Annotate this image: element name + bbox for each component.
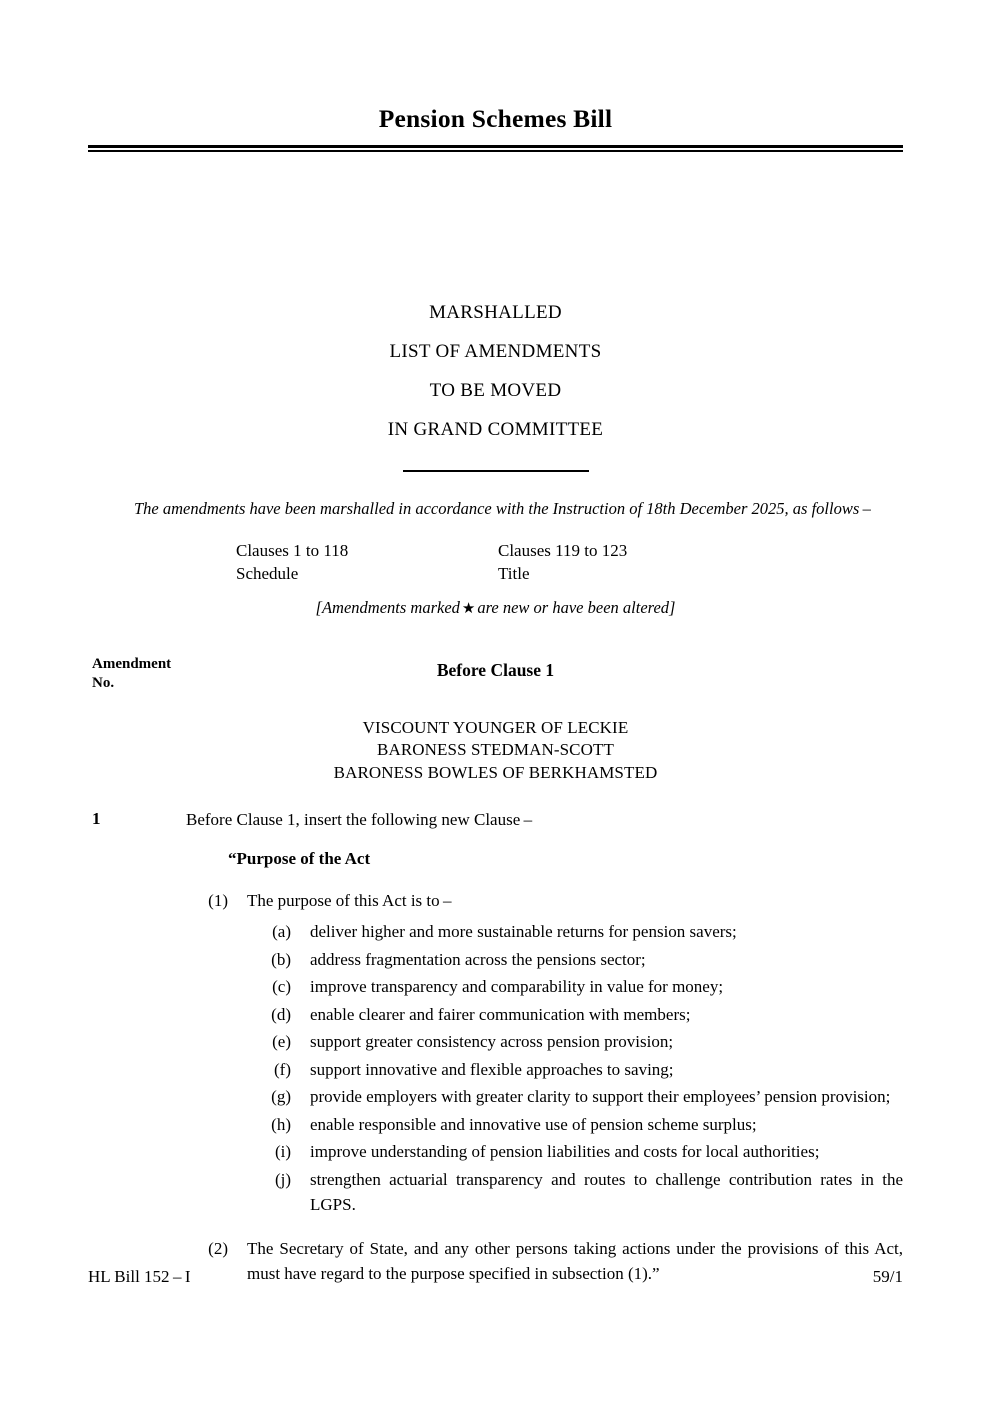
clause-listing-row [236, 563, 796, 586]
clause-listing-right-2: Title [498, 563, 530, 583]
clause-listing [236, 540, 796, 585]
list-item [88, 1002, 903, 1028]
list-item [88, 1029, 903, 1055]
amendment-no-label-line1: Amendment [92, 656, 172, 672]
amendment-no-label-line2: No. [92, 674, 115, 691]
list-item [88, 1139, 903, 1165]
list-item-text: improve understanding of pension liabilities and costs for local authorities; [310, 1142, 820, 1162]
amendment-number: 1 [92, 809, 101, 828]
list-item-text: provide employers with greater clarity to support their employees’ pension provision; [310, 1087, 891, 1107]
list-item [88, 1167, 903, 1218]
instruction-paragraph: The amendments have been marshalled in accordance with the Instruction of 18th December 2025, as follows – [134, 499, 871, 518]
header-line-1: MARSHALLED [429, 302, 562, 323]
list-item [88, 947, 903, 973]
list-item-text: improve transparency and comparability in value for money; [310, 977, 724, 997]
list-item-marker: (e) [272, 1032, 291, 1052]
subsection-1 [88, 888, 903, 914]
list-item-text: support greater consistency across pension provision; [310, 1032, 674, 1052]
footer-bill-reference: HL Bill 152 – I [88, 1267, 191, 1286]
star-note-after: are new or have been altered] [477, 598, 676, 617]
list-item-text: address fragmentation across the pensions sector; [310, 949, 646, 969]
header-block [88, 303, 903, 439]
sponsor-list [88, 717, 903, 784]
header-line-2: LIST OF AMENDMENTS [389, 341, 602, 362]
section-heading: Before Clause 1 [436, 660, 555, 680]
header-line-4: IN GRAND COMMITTEE [387, 419, 604, 440]
subsection-marker: (1) [208, 890, 228, 910]
title-rule-thin [88, 150, 903, 152]
list-item-text: enable clearer and fairer communication with members; [310, 1004, 691, 1024]
page-footer [88, 1267, 903, 1287]
star-icon: ★ [461, 601, 476, 617]
header-divider-rule [403, 470, 589, 472]
list-item-marker: (j) [274, 1169, 291, 1189]
sponsor-name-2: BARONESS STEDMAN-SCOTT [377, 740, 614, 760]
subsection-marker: (2) [208, 1238, 228, 1258]
list-item-marker: (f) [274, 1059, 291, 1079]
sponsor-name-3: BARONESS BOWLES OF BERKHAMSTED [333, 762, 658, 782]
starred-amendments-note [88, 598, 903, 618]
list-item-marker: (a) [272, 922, 291, 942]
list-item [88, 974, 903, 1000]
list-item-marker: (c) [272, 977, 291, 997]
list-item [88, 1084, 903, 1110]
header-line-3: TO BE MOVED [429, 380, 562, 401]
subsection-list [88, 888, 903, 1287]
list-item-marker: (b) [271, 949, 291, 969]
subsection-text: The Secretary of State, and any other persons taking actions under the provisions of this Act, must have regard to the purpose specified in subsection (1).” [247, 1238, 903, 1284]
list-item-text: deliver higher and more sustainable returns for pension savers; [310, 922, 737, 942]
list-item-text: strengthen actuarial transparency and routes to challenge contribution rates in the LGPS. [310, 1169, 903, 1215]
list-item-marker: (h) [271, 1114, 291, 1134]
sponsor-name-1: VISCOUNT YOUNGER OF LECKIE [362, 718, 629, 737]
subsection-text: The purpose of this Act is to – [247, 890, 452, 910]
footer-page-number: 59/1 [872, 1267, 903, 1286]
clause-listing-left-1: Clauses 1 to 118 [236, 541, 349, 560]
list-item-text: enable responsible and innovative use of pension scheme surplus; [310, 1114, 757, 1134]
star-note-before: [Amendments marked [315, 598, 460, 617]
new-clause-title: “Purpose of the Act [228, 848, 371, 868]
list-item [88, 1112, 903, 1138]
amendment-block [88, 809, 903, 1293]
clause-listing-row [236, 540, 796, 563]
lettered-item-list [88, 919, 903, 1218]
list-item-marker: (i) [274, 1142, 291, 1162]
list-item [88, 1057, 903, 1083]
clause-listing-left-2: Schedule [236, 563, 299, 583]
list-item-marker: (g) [271, 1087, 291, 1107]
title-divider [88, 145, 903, 152]
clause-listing-right-1: Clauses 119 to 123 [498, 541, 628, 560]
amendment-lead-in: Before Clause 1, insert the following new Clause – [186, 810, 533, 829]
page-title: Pension Schemes Bill [378, 104, 613, 133]
list-item [88, 919, 903, 945]
list-item-text: support innovative and flexible approaches to saving; [310, 1059, 674, 1079]
list-item-marker: (d) [271, 1004, 291, 1024]
